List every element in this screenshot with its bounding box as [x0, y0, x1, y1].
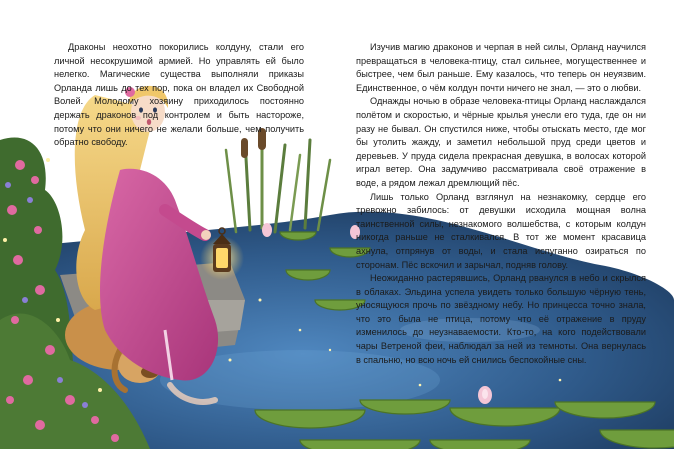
paragraph: Драконы неохотно покорились колдуну, стали его личной несокрушимой армией. Но управлять ей было нелегко. Магические существа выполняли приказы Орланда лишь до тех пор, пока он владел их Свободной Волей. Молодому хозяину приходилось постоянно держать драконов под контролем и быть настороже, потому что они ничего не желали больше, чем получить обратно свободу. [54, 42, 304, 148]
paragraph: Однажды ночью в образе человека-птицы Орланд наслаждался полётом и скоростью, и чёрные крылья унесли его туда, где он ни разу не бывал. Он спустился ниже, чтобы отыскать место, где мог бы утолить жажду, и заметил небольшой пруд среди цветов и деревьев. У пруда сидела прекрасная девушка, в волосах которой играл ветер. Она задумчиво рассматривала своё отражение в воде, а рядом лежал дремлющий пёс. [356, 96, 646, 188]
paragraph: Неожиданно растерявшись, Орланд рванулся в небо и скрылся в облаках. Эльдина успела увидеть только большую чёрную тень, уносящуюся прочь по звёздному небу. Но принцесса точно знала, что это была не птица, потому что её отражение в пруду изменилось до неузнаваемости. Кто-то, на кого подействовали чары Ветреной феи, наблюдал за ней из темноты. Она вернулась в спальню, но всю ночь ей снились беспокойные сны. [356, 273, 646, 365]
left-page-text [54, 41, 304, 150]
paragraph: Изучив магию драконов и черпая в ней силы, Орланд научился превращаться в человека-птицу, стал сильнее, могущественнее и быстрее, чем был раньше. Ему казалось, что теперь он неуязвим. Единственное, о чём колдун почти ничего не знал, — это о любви. [356, 42, 646, 93]
paragraph: Лишь только Орланд взглянул на незнакомку, сердце его тревожно забилось: от девушки исходила мощная волна таинственной силы, незнакомого волшебства, с которым колдун никогда раньше не сталкивался. В тот же момент красавица ахнула, отпрянув от воды, и стала испуганно озираться по сторонам. Пёс вскочил и зарычал, подняв голову. [356, 191, 646, 270]
right-page-text [356, 41, 646, 367]
